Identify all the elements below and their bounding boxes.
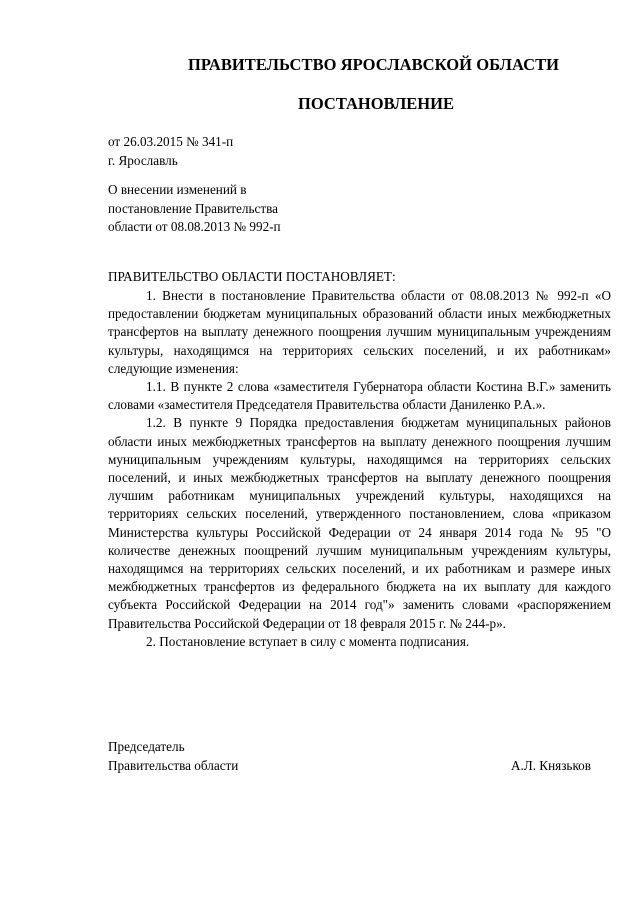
date-number-line: от 26.03.2015 № 341-п bbox=[108, 134, 234, 149]
paragraph-1-1: 1.1. В пункте 2 слова «заместителя Губернатора области Костина В.Г.» заменить словами «заместителя Председателя Правительства области Даниленко Р.А.». bbox=[108, 379, 611, 413]
subject-line-1: О внесении изменений в bbox=[108, 182, 247, 197]
signatory-position-line-2: Правительства области bbox=[108, 757, 239, 773]
paragraph-1-2: 1.2. В пункте 9 Порядка предоставления бюджетам муниципальных районов области иных межбюджетных трансфертов на выплату денежного поощрения лучшим муниципальным учреждениям культуры, находящимся на территориях сельских поселений, и иных межбюджетных трансфертов на выплату денежного поощрения лучшим работникам муниципальных учреждений культуры, находящихся на территориях сельских поселений, утвержденного постановлением, слова «приказом Министерства культуры Российской Федерации от 24 января 2014 года № 95 "О количестве денежных поощрений лучшим муниципальным учреждениям культуры, находящимся на территориях сельских поселений, и их работникам и размере иных межбюджетных трансфертов из федерального бюджета на их выплату для каждого субъекта Российской Федерации на 2014 год"» заменить словами «распоряжением Правительства Российской Федерации от 18 февраля 2015 г. № 244-р». bbox=[108, 415, 611, 631]
signature-line bbox=[108, 757, 611, 776]
document-meta bbox=[108, 133, 233, 170]
document-type-title: ПОСТАНОВЛЕНИЕ bbox=[298, 94, 454, 113]
document-subject bbox=[108, 181, 281, 237]
signatory-position-line-1: Председатель bbox=[108, 739, 185, 754]
document-body bbox=[108, 287, 611, 651]
government-title: ПРАВИТЕЛЬСТВО ЯРОСЛАВСКОЙ ОБЛАСТИ bbox=[187, 55, 560, 74]
paragraph-1: 1. Внести в постановление Правительства области от 08.08.2013 № 992-п «О предоставлении бюджетам муниципальных образований области иных межбюджетных трансфертов на выплату денежного поощрения лучшим муниципальным учреждениям культуры, находящимся на территориях сельских поселений, и их работникам» следующие изменения: bbox=[108, 288, 611, 376]
subject-line-3: области от 08.08.2013 № 992-п bbox=[108, 219, 281, 234]
preamble: ПРАВИТЕЛЬСТВО ОБЛАСТИ ПОСТАНОВЛЯЕТ: bbox=[108, 269, 396, 284]
signatory-name: А.Л. Князьков bbox=[510, 757, 591, 773]
paragraph-2: 2. Постановление вступает в силу с момента подписания. bbox=[146, 633, 470, 649]
signature-block bbox=[108, 738, 611, 775]
city-line: г. Ярославль bbox=[108, 152, 178, 168]
subject-line-2: постановление Правительства bbox=[108, 200, 279, 216]
